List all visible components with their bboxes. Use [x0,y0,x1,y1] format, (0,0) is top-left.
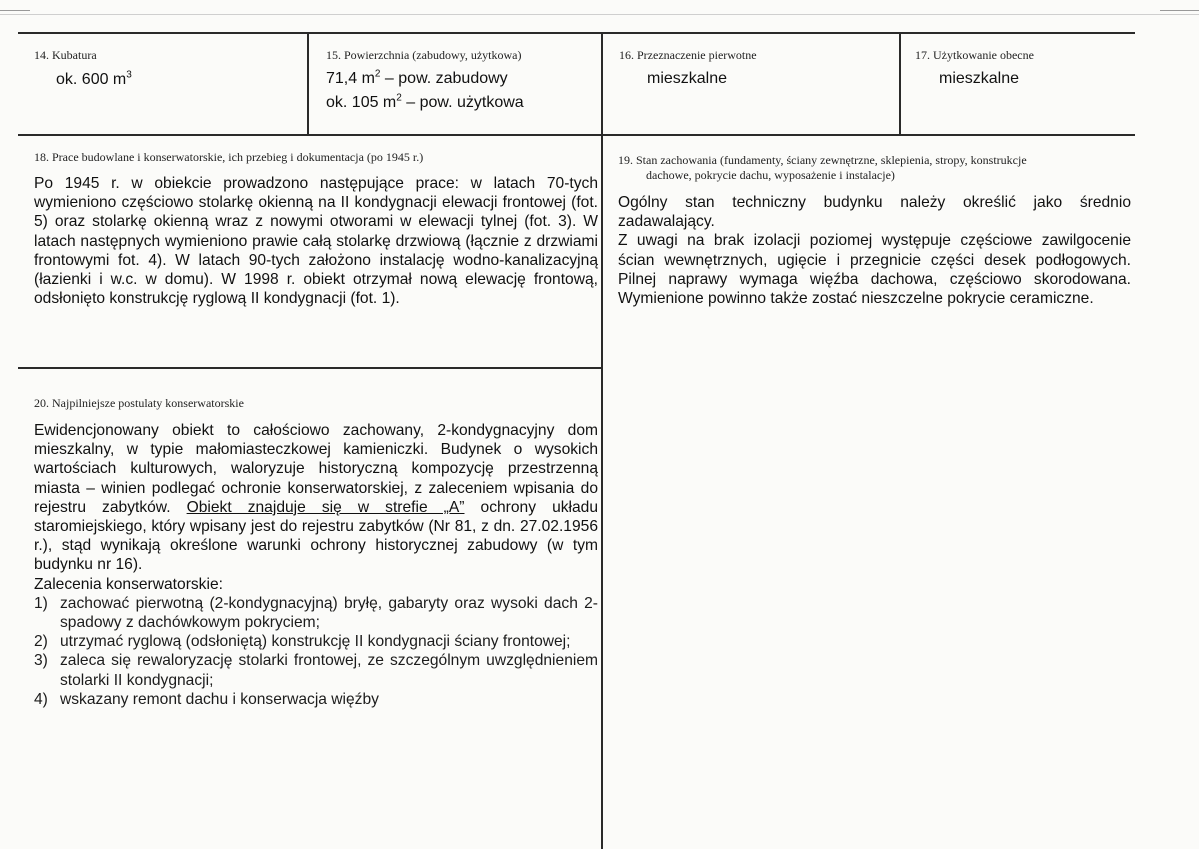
field-przeznaczenie [619,48,889,90]
scan-top-mark-right [1160,10,1199,11]
field-postulaty-text: Ewidencjonowany obiekt to całościowo zachowany, 2-kondygnacyjny dom mieszkalny, w typie małomiasteczkowej kamieniczki. Budynek o wysokich wartościach kulturowych, waloryzuje historyczną kompozycję przestrzenną miasta – winien podlegać ochronie konserwatorskiej, z zaleceniem wpisania do rejestru zabytków. Obiekt znajduje się w strefie „A” ochrony układu staromiejskiego, który wpisany jest do rejestru zabytków (Nr 81, z dn. 27.02.1956 r.), stąd wynikają określone warunki ochrony historycznej zabudowy (w tym budynku nr 16). [34,422,599,574]
field-postulaty [34,396,598,709]
field-kubatura-label: 14. Kubatura [34,48,97,62]
list-item: 4) wskazany remont dachu i konserwacja więźby [34,690,379,708]
field-stan-zachowania [618,153,1131,308]
field-powierzchnia [326,48,596,114]
field-kubatura-value: ok. 600 $m^3$ [56,69,132,88]
field-przeznaczenie-label: 16. Przeznaczenie pierwotne [619,48,757,62]
scan-top-edge [0,0,1199,15]
field-powierzchnia-zabudowy: 71,4 $m^2$ – pow. zabudowy [326,68,508,87]
field-kubatura [34,48,299,91]
field-uzytkowanie-label: 17. Użytkowanie obecne [915,48,1034,62]
field-uzytkowanie [915,48,1135,90]
list-item: 2) utrzymać ryglową (odsłoniętą) konstrukcję II kondygnacji ściany frontowej; [34,633,571,651]
field-powierzchnia-uzytkowa: ok. 105 $m^2$ – pow. użytkowa [326,92,524,111]
field-postulaty-recommendations-list [34,594,598,709]
field-postulaty-strefa-a: Obiekt znajduje się w strefie „A” [186,498,465,516]
grid-row1-border [18,134,1135,136]
field-stan-zachowania-para1: Ogólny stan techniczny budynku należy określić jako średnio zadawalający. [618,194,1131,231]
field-prace-budowlane [34,150,598,308]
field-stan-zachowania-para2: Z uwagi na brak izolacji poziomej występuje częściowe zawilgocenie ścian wewnętrznych, ugięcie i przegnicie części desek podłogowych. Pilnej naprawy wymaga więźba dachowa, częściowo skorodowana. Wymienione powinno także zostać nieszczelne pokrycie ceramiczne. [618,232,1131,308]
grid-row2-border [18,367,602,369]
field-postulaty-label: 20. Najpilniejsze postulaty konserwatorskie [34,396,244,410]
scan-top-mark-left [0,10,30,11]
list-item: 1) zachować pierwotną (2-kondygnacyjną) bryłę, gabaryty oraz wysoki dach 2-spadowy z dachówkowym pokryciem; [34,594,598,632]
grid-center-divider [601,32,603,849]
grid-col3-divider [899,32,901,135]
field-prace-budowlane-label: 18. Prace budowlane i konserwatorskie, ich przebieg i dokumentacja (po 1945 r.) [34,150,424,164]
field-stan-zachowania-label-line1: 19. Stan zachowania (fundamenty, ściany zewnętrzne, sklepienia, stropy, konstrukcje [618,153,1027,167]
field-uzytkowanie-value: mieszkalne [939,70,1020,87]
field-stan-zachowania-label-line2: dachowe, pokrycie dachu, wyposażenie i instalacje) [646,168,895,182]
list-item: 3) zaleca się rewaloryzację stolarki frontowej, ze szczególnym uwzględnieniem stolarki II kondygnacji; [34,652,598,689]
field-postulaty-recommendations-title: Zalecenia konserwatorskie: [34,575,223,593]
field-powierzchnia-label: 15. Powierzchnia (zabudowy, użytkowa) [326,48,522,62]
grid-top-border [18,32,1135,34]
field-przeznaczenie-value: mieszkalne [647,70,728,87]
grid-col1-divider [307,32,309,135]
field-prace-budowlane-text: Po 1945 r. w obiekcie prowadzono następujące prace: w latach 70-tych wymieniono częściowo stolarkę okienną na II kondygnacji elewacji frontowej (fot. 5) oraz stolarkę okienną wraz z nowymi otworami w elewacji tylnej (fot. 3). W latach następnych wymieniono prawie całą stolarkę drzwiową (łącznie z drzwiami frontowymi fot. 4). W latach 90-tych założono instalację wodno-kanalizacyjną (łazienki i w.c. w domu). W 1998 r. obiekt otrzymał nową elewację frontową, odsłonięto konstrukcję ryglową II kondygnacji (fot. 1). [34,175,598,308]
